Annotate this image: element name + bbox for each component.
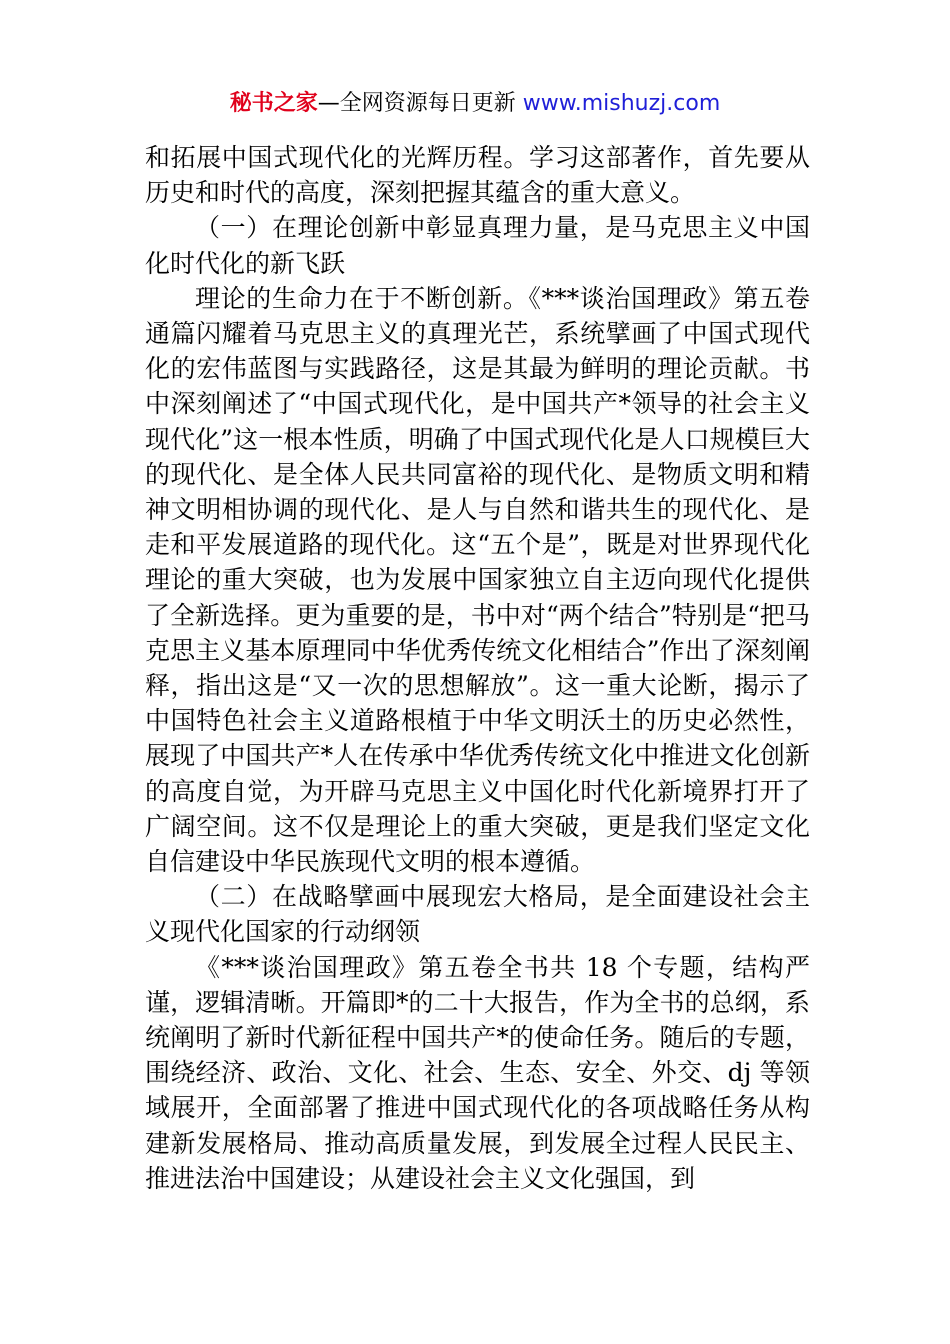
document-body (145, 140, 810, 1196)
site-brand: 秘书之家 (229, 91, 318, 116)
site-url-link[interactable]: www.mishuzj.com (522, 91, 721, 116)
site-header (0, 88, 950, 120)
section-heading-two: （二）在战略擘画中展现宏大格局，是全面建设社会主义现代化国家的行动纲领 (145, 882, 810, 947)
header-dash: — (317, 91, 340, 116)
section-heading-one: （一）在理论创新中彰显真理力量，是马克思主义中国化时代化的新飞跃 (145, 213, 810, 278)
paragraph-theory: 理论的生命力在于不断创新。《***谈治国理政》第五卷通篇闪耀着马克思主义的真理光芒，系统擘画了中国式现代化的宏伟蓝图与实践路径，这是其最为鲜明的理论贡献。书中深刻阐述了“中国式现代化，是中国共产*领导的社会主义现代化”这一根本性质，明确了中国式现代化是人口规模巨大的现代化、是全体人民共同富裕的现代化、是物质文明和精神文明相协调的现代化、是人与自然和谐共生的现代化、是走和平发展道路的现代化。这“五个是”，既是对世界现代化理论的重大突破，也为发展中国家独立自主迈向现代化提供了全新选择。更为重要的是，书中对“两个结合”特别是“把马克思主义基本原理同中华优秀传统文化相结合”作出了深刻阐释，指出这是“又一次的思想解放”。这一重大论断，揭示了中国特色社会主义道路根植于中华文明沃土的历史必然性，展现了中国共产*人在传承中华优秀传统文化中推进文化创新的高度自觉，为开辟马克思主义中国化时代化新境界打开了广阔空间。这不仅是理论上的重大突破，更是我们坚定文化自信建设中华民族现代文明的根本遵循。 (145, 283, 810, 877)
paragraph-continuation: 和拓展中国式现代化的光辉历程。学习这部著作，首先要从历史和时代的高度，深刻把握其蕴含的重大意义。 (145, 143, 810, 208)
site-slogan: 全网资源每日更新 (339, 91, 523, 116)
paragraph-strategy: 《***谈治国理政》第五卷全书共 18 个专题，结构严谨，逻辑清晰。开篇即*的二十大报告，作为全书的总纲，系统阐明了新时代新征程中国共产*的使命任务。随后的专题，围绕经济、政治、文化、社会、生态、安全、外交、dj 等领域展开，全面部署了推进中国式现代化的各项战略任务从构建新发展格局、推动高质量发展，到发展全过程人民民主、推进法治中国建设；从建设社会主义文化强国，到 (145, 952, 810, 1193)
